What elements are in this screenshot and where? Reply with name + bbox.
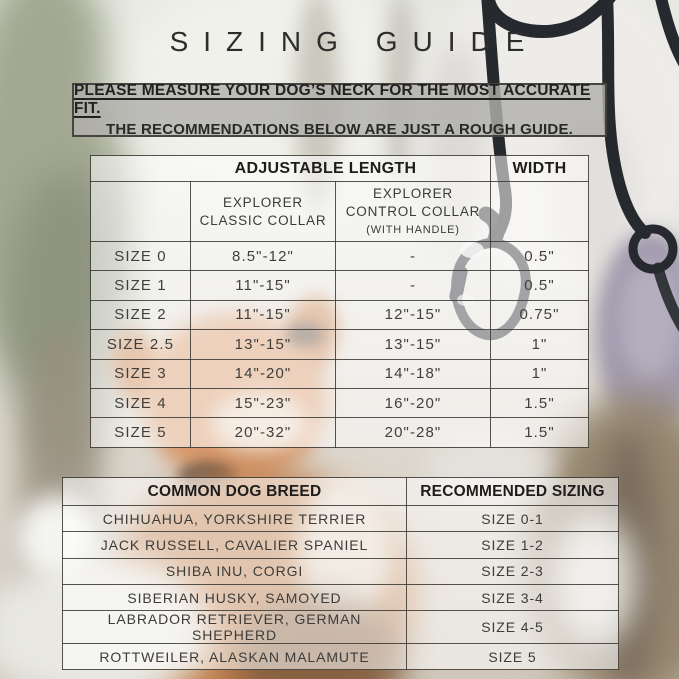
- header-adjustable-length: ADJUSTABLE LENGTH: [91, 156, 491, 182]
- table-row: [91, 388, 589, 417]
- leash-rope-below-ring: [658, 268, 679, 336]
- classic-line1: EXPLORER: [223, 194, 303, 210]
- control-range: 20"-28": [336, 418, 491, 447]
- table-row: [63, 532, 619, 558]
- empty-cell: [91, 182, 191, 242]
- table-row: [63, 644, 619, 670]
- width-value: 1": [491, 330, 589, 359]
- table-row: [63, 558, 619, 584]
- classic-range: 15"-23": [191, 388, 336, 417]
- recommended-size: SIZE 1-2: [407, 532, 619, 558]
- breed-names: SHIBA INU, CORGI: [63, 558, 407, 584]
- control-range: -: [336, 242, 491, 271]
- table-row: [91, 330, 589, 359]
- header-classic-collar: [191, 182, 336, 242]
- size-label: SIZE 2.5: [91, 330, 191, 359]
- width-value: 0.5": [491, 271, 589, 300]
- table-row: [91, 359, 589, 388]
- empty-cell: [491, 182, 589, 242]
- size-label: SIZE 5: [91, 418, 191, 447]
- size-label: SIZE 0: [91, 242, 191, 271]
- width-value: 0.5": [491, 242, 589, 271]
- recommended-size: SIZE 0-1: [407, 506, 619, 532]
- width-value: 1.5": [491, 388, 589, 417]
- control-line1: EXPLORER: [373, 186, 453, 202]
- control-range: 12"-15": [336, 300, 491, 329]
- header-control-collar: [336, 182, 491, 242]
- control-range: 13"-15": [336, 330, 491, 359]
- notice-line-2: THE RECOMMENDATIONS BELOW ARE JUST A ROUGH GUIDE.: [105, 121, 574, 138]
- collar-size-table: [90, 155, 589, 448]
- classic-range: 8.5"-12": [191, 242, 336, 271]
- recommended-size: SIZE 4-5: [407, 611, 619, 644]
- size-label: SIZE 4: [91, 388, 191, 417]
- breed-names: SIBERIAN HUSKY, SAMOYED: [63, 584, 407, 610]
- classic-range: 20"-32": [191, 418, 336, 447]
- classic-line2: CLASSIC COLLAR: [199, 212, 327, 228]
- width-value: 1.5": [491, 418, 589, 447]
- measurement-notice: [72, 83, 607, 137]
- table-row: [63, 506, 619, 532]
- size-label: SIZE 1: [91, 271, 191, 300]
- classic-range: 14"-20": [191, 359, 336, 388]
- control-line2: CONTROL COLLAR: [345, 203, 481, 219]
- control-range: 16"-20": [336, 388, 491, 417]
- table-row: [91, 242, 589, 271]
- table-row: [91, 418, 589, 447]
- size-label: SIZE 3: [91, 359, 191, 388]
- breed-names: CHIHUAHUA, YORKSHIRE TERRIER: [63, 506, 407, 532]
- classic-range: 13"-15": [191, 330, 336, 359]
- header-common-dog-breed: COMMON DOG BREED: [63, 478, 407, 506]
- recommended-size: SIZE 5: [407, 644, 619, 670]
- size-label: SIZE 2: [91, 300, 191, 329]
- breed-names: JACK RUSSELL, CAVALIER SPANIEL: [63, 532, 407, 558]
- width-value: 0.75": [491, 300, 589, 329]
- classic-range: 11"-15": [191, 300, 336, 329]
- table-row: [63, 584, 619, 610]
- recommended-size: SIZE 3-4: [407, 584, 619, 610]
- header-recommended-sizing: RECOMMENDED SIZING: [407, 478, 619, 506]
- recommended-size: SIZE 2-3: [407, 558, 619, 584]
- page-title: SIZING GUIDE: [169, 26, 540, 57]
- breed-names: LABRADOR RETRIEVER, GERMAN SHEPHERD: [63, 611, 407, 644]
- metal-ring-icon: [633, 229, 673, 269]
- notice-line-1: PLEASE MEASURE YOUR DOG’S NECK FOR THE MOST ACCURATE FIT.: [74, 82, 591, 117]
- table-row: [63, 611, 619, 644]
- width-value: 1": [491, 359, 589, 388]
- control-range: 14"-18": [336, 359, 491, 388]
- classic-range: 11"-15": [191, 271, 336, 300]
- control-line3: (WITH HANDLE): [366, 224, 460, 237]
- breed-recommendation-table: [62, 477, 619, 670]
- breed-names: ROTTWEILER, ALASKAN MALAMUTE: [63, 644, 407, 670]
- table-row: [91, 300, 589, 329]
- header-width: WIDTH: [491, 156, 589, 182]
- control-range: -: [336, 271, 491, 300]
- table-row: [91, 271, 589, 300]
